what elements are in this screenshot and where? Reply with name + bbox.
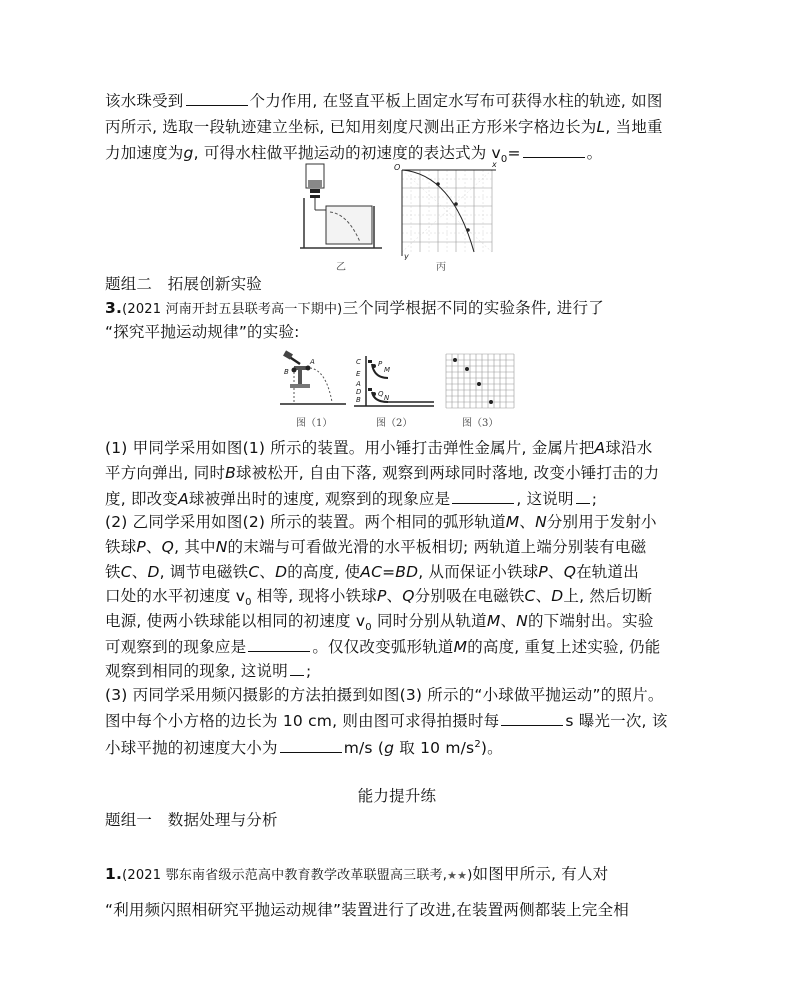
var-m: M — [453, 638, 468, 656]
axis-y-label: y — [404, 252, 409, 260]
text: 口处的水平初速度 v — [105, 587, 246, 605]
q1-line-2: “利用频闪照相研究平抛运动规律”装置进行了改进,在装置两侧都装上完全相 — [105, 901, 629, 919]
var-b: B — [225, 464, 236, 482]
question-number: 3. — [105, 299, 123, 317]
text: (1) 甲同学采用如图(1) 所示的装置。用小锤打击弹性金属片, 金属片把 — [105, 439, 595, 457]
text: , 当地重 — [605, 118, 663, 136]
var-m: M — [486, 612, 501, 630]
answer-blank[interactable] — [501, 710, 563, 726]
var-p: P — [376, 587, 387, 605]
answer-blank[interactable] — [280, 737, 342, 753]
var-d: D — [275, 563, 288, 581]
text: 、 — [547, 563, 564, 581]
question-source-end: ) — [467, 868, 473, 883]
text: 、 — [535, 587, 552, 605]
answer-blank[interactable] — [523, 142, 585, 158]
q3-p2-line-7 — [105, 660, 311, 681]
text: 平方向弹出, 同时 — [105, 464, 226, 482]
text: 球被弹出时的速度, 观察到的现象应是 — [188, 490, 451, 508]
var-n: N — [535, 513, 547, 531]
var-g: g — [183, 144, 194, 162]
text: 的下端射出。实验 — [527, 612, 654, 630]
text: 如图甲所示, 有人对 — [472, 865, 609, 883]
equation-ac-bd: AC=BD — [360, 563, 419, 581]
label-e: E — [356, 370, 361, 378]
question-source: (2021 鄂东南省级示范高中教育教学改革联盟高三联考, — [122, 868, 448, 883]
subscript: 0 — [365, 622, 372, 634]
label-p: P — [378, 360, 383, 368]
q3-p2-line-4 — [105, 586, 652, 613]
text: 取 10 m/s — [394, 739, 475, 758]
q3-p3-line-2 — [105, 710, 668, 731]
text: 上, 然后切断 — [563, 587, 653, 605]
text: 该水珠受到 — [105, 92, 184, 110]
superscript: 2 — [474, 739, 481, 750]
text: 、 — [500, 612, 517, 630]
text: s 曝光一次, 该 — [565, 712, 668, 730]
answer-blank[interactable] — [576, 488, 590, 504]
text: , 调节电磁铁 — [159, 563, 249, 581]
text: 相等, 现将小铁球 — [251, 587, 377, 605]
var-c: C — [248, 563, 260, 581]
difficulty-star-icon: ★★ — [447, 869, 468, 882]
text: 、 — [259, 563, 276, 581]
text: , 可得水柱做平抛运动的初速度的表达式为 v — [193, 144, 501, 162]
text: 丙所示, 选取一段轨迹建立坐标, 已知用刻度尺测出正方形米字格边长为 — [105, 118, 597, 136]
var-m: M — [505, 513, 520, 531]
q3-line-1 — [105, 298, 604, 320]
figure-3-caption: 图（3） — [462, 418, 499, 429]
var-c: C — [120, 563, 132, 581]
q3-line-2: “探究平抛运动规律”的实验: — [105, 323, 300, 341]
text: 的高度, 重复上述实验, 仍能 — [467, 638, 661, 656]
var-q: Q — [563, 563, 577, 581]
figure-2-caption: 图（2） — [376, 418, 413, 429]
group2-title: 题组二 拓展创新实验 — [105, 275, 263, 293]
q3-p2-line-2 — [105, 537, 646, 557]
subscript: 0 — [500, 154, 508, 166]
ball-b-label: B — [284, 368, 289, 376]
text: 。 — [586, 144, 603, 162]
var-a: A — [178, 490, 189, 508]
var-g: g — [384, 739, 395, 758]
text: 分别吸在电磁铁 — [414, 587, 525, 605]
var-d: D — [147, 563, 160, 581]
text: 同时分别从轨道 — [371, 612, 487, 630]
label-n: N — [384, 394, 390, 402]
text: 铁球 — [105, 538, 137, 556]
figure-1-apparatus — [280, 350, 346, 408]
text: 三个同学根据不同的实验条件, 进行了 — [342, 299, 604, 317]
text: 的高度, 使 — [287, 563, 361, 581]
var-q: Q — [402, 587, 415, 605]
var-c: C — [524, 587, 536, 605]
text: = — [507, 144, 521, 162]
text: )。 — [480, 739, 503, 758]
text: 在轨道出 — [576, 563, 639, 581]
q3-p1-line-3 — [105, 488, 597, 509]
text: m/s ( — [343, 739, 385, 758]
q3-p3-line-1: (3) 丙同学采用频闪摄影的方法拍摄到如图(3) 所示的“小球做平抛运动”的照片。 — [105, 686, 664, 704]
figure-yi-caption: 乙 — [336, 262, 346, 273]
text: 、 — [386, 587, 403, 605]
q3-p3-line-3 — [105, 735, 503, 758]
q3-p2-line-6 — [105, 636, 660, 657]
q3-p2-line-1 — [105, 512, 657, 532]
q2-line-2 — [105, 117, 663, 137]
text: 观察到相同的现象, 这说明 — [105, 662, 288, 680]
group1-title: 题组一 数据处理与分析 — [105, 811, 278, 829]
text: , 其中 — [174, 538, 216, 556]
figure-bing-caption: 丙 — [436, 262, 446, 273]
label-b: B — [356, 396, 361, 404]
text: 可观察到的现象应是 — [105, 638, 247, 656]
text: ; — [305, 662, 312, 680]
section-title: 能力提升练 — [357, 787, 437, 805]
text: 、 — [145, 538, 162, 556]
answer-blank[interactable] — [186, 90, 248, 106]
text: 、 — [131, 563, 148, 581]
text: 力加速度为 — [105, 144, 184, 162]
var-q: Q — [161, 538, 175, 556]
figure-bing-grid — [392, 160, 498, 260]
text: , 从而保证小铁球 — [418, 563, 539, 581]
answer-blank[interactable] — [248, 636, 310, 652]
text: 图中每个小方格的边长为 10 cm, 则由图可求得拍摄时每 — [105, 712, 500, 730]
var-p: P — [538, 563, 548, 581]
subscript: 0 — [245, 597, 252, 609]
answer-blank[interactable] — [290, 660, 304, 676]
q3-p1-line-2 — [105, 463, 659, 483]
question-source: (2021 河南开封五县联考高一下期中) — [122, 302, 343, 317]
axis-x-label: x — [492, 160, 497, 169]
var-n: N — [516, 612, 528, 630]
var-n: N — [215, 538, 228, 556]
figure-3-grid — [444, 352, 516, 410]
text: 小球平抛的初速度大小为 — [105, 739, 278, 758]
q3-p2-line-5 — [105, 611, 654, 638]
text: 球被松开, 自由下落, 观察到两球同时落地, 改变小锤打击的力 — [236, 464, 660, 482]
q1-line-1 — [105, 864, 608, 886]
var-l: L — [596, 118, 606, 136]
ball-a-label: A — [310, 358, 315, 366]
label-q: Q — [378, 390, 384, 398]
text: 的末端与可看做光滑的水平板相切; 两轨道上端分别装有电磁 — [227, 538, 647, 556]
figure-1-caption: 图（1） — [296, 418, 333, 429]
question-number: 1. — [105, 865, 123, 883]
text: 电源, 使两小铁球能以相同的初速度 v — [105, 612, 366, 630]
text: 球沿水 — [605, 439, 653, 457]
label-m: M — [384, 366, 391, 374]
figure-2-apparatus — [354, 354, 434, 410]
q3-p2-line-3 — [105, 562, 639, 582]
label-a: A — [356, 380, 361, 388]
var-a: A — [594, 439, 606, 457]
text: 铁 — [105, 563, 121, 581]
text: 度, 即改变 — [105, 490, 179, 508]
label-c: C — [356, 358, 361, 366]
figure-yi-apparatus — [300, 162, 382, 254]
q2-line-1 — [105, 90, 663, 111]
var-p: P — [136, 538, 146, 556]
text: ; — [591, 490, 598, 508]
axis-o-label: O — [394, 163, 401, 172]
text: 分别用于发射小 — [546, 513, 657, 531]
text: 。仅仅改变弧形轨道 — [312, 638, 454, 656]
label-d: D — [356, 388, 362, 396]
answer-blank[interactable] — [452, 488, 514, 504]
q3-p1-line-1 — [105, 438, 652, 458]
text: 、 — [519, 513, 536, 531]
text: , 这说明 — [516, 490, 574, 508]
text: 个力作用, 在竖直平板上固定水写布可获得水柱的轨迹, 如图 — [249, 92, 663, 110]
text: (2) 乙同学采用如图(2) 所示的装置。两个相同的弧形轨道 — [105, 513, 506, 531]
var-d: D — [551, 587, 564, 605]
